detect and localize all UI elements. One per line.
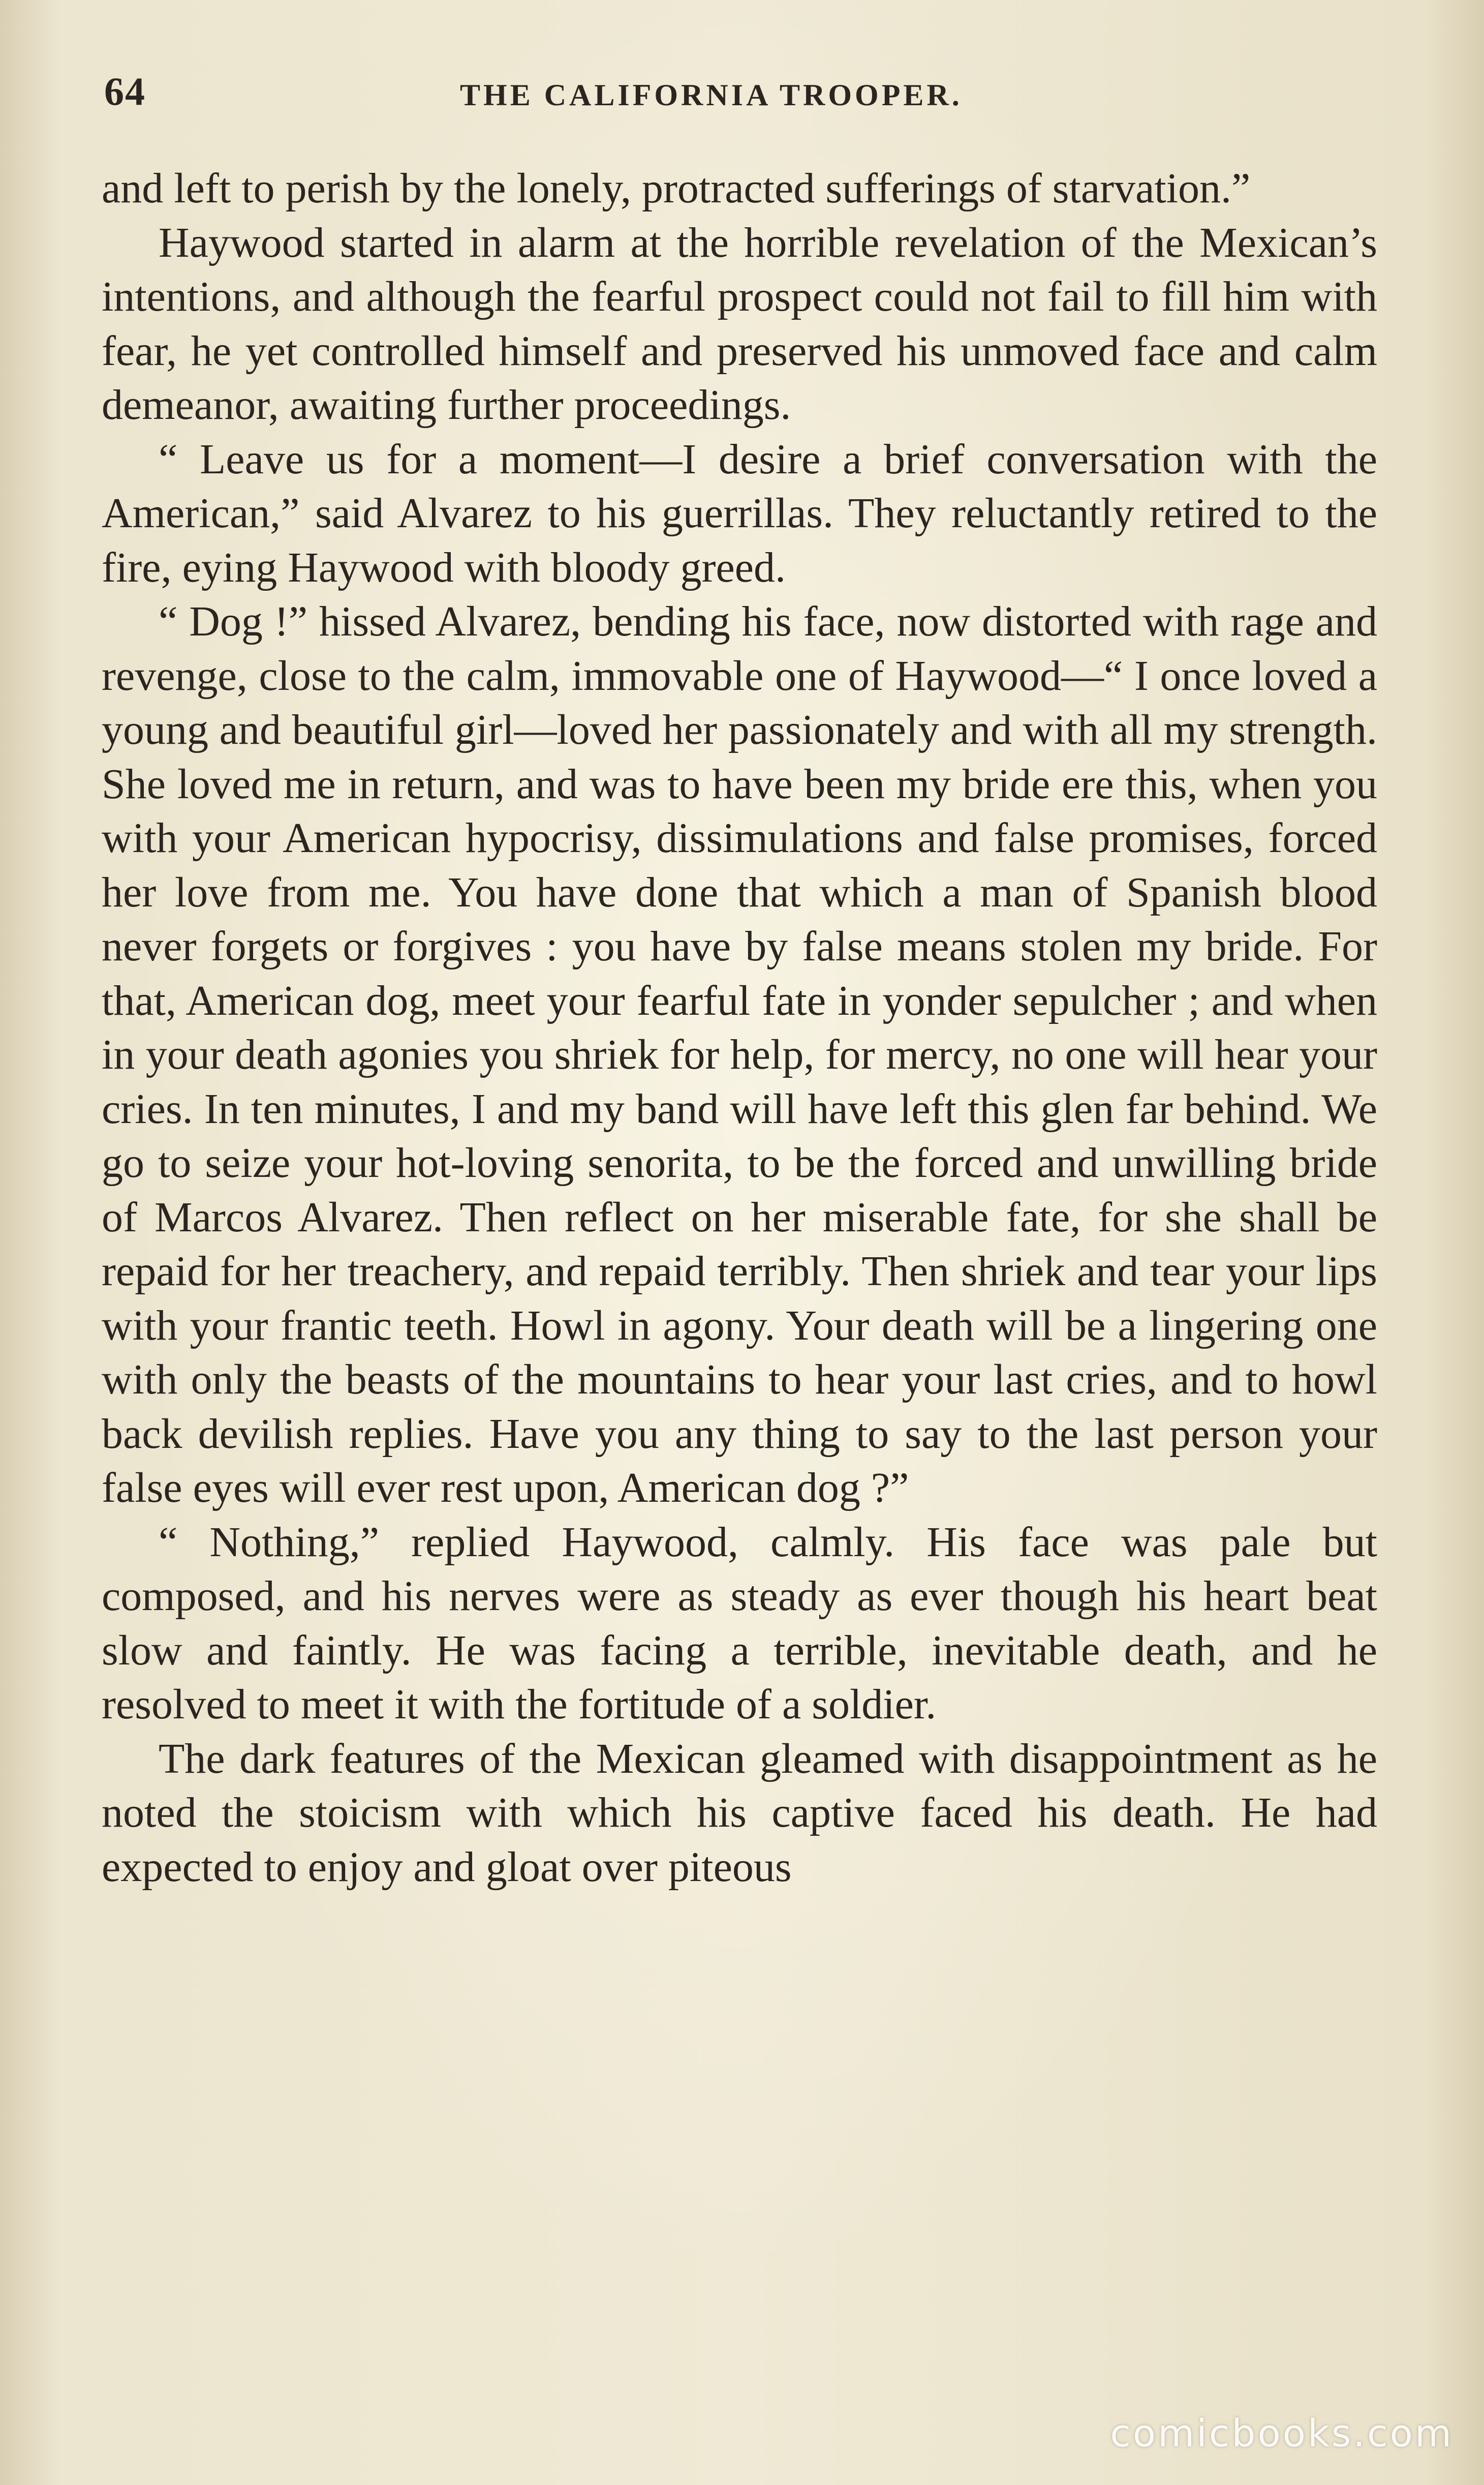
page-number: 64 [104, 69, 146, 113]
paragraph: “ Leave us for a moment—I desire a brief conversation with the American,” said Alvarez to his guerrillas. They reluctantly retired to the fire, eying Haywood with bloody greed. [102, 435, 1377, 591]
paragraph-continuation: and left to perish by the lonely, protracted sufferings of starvation.” [102, 165, 1251, 212]
paragraph: Haywood started in alarm at the horrible revelation of the Mexican’s intentions, and although the fearful prospect could not fail to fill him with fear, he yet controlled himself and preserved his unmoved face and calm demeanor, awaiting further proceedings. [102, 219, 1377, 429]
paragraph: “ Dog !” hissed Alvarez, bending his face, now distorted with rage and revenge, close to the calm, immovable one of Haywood—“ I once loved a young and beautiful girl—loved her passionately and with all my strength. She loved me in return, and was to have been my bride ere this, when you with your American hypocrisy, dissimulations and false promises, forced her love from me. You have done that which a man of Spanish blood never forgets or forgives : you have by false means stolen my bride. For that, American dog, meet your fearful fate in yonder sepulcher ; and when in your death agonies you shriek for help, for mercy, no one will hear your cries. In ten minutes, I and my band will have left this glen far behind. We go to seize your hot-loving senorita, to be the forced and unwilling bride of Marcos Alvarez. Then reflect on her miserable fate, for she shall be repaid for her treachery, and repaid terribly. Then shriek and tear your lips with your frantic teeth. Howl in agony. Your death will be a lingering one with only the beasts of the mountains to hear your last cries, and to howl back devilish replies. Have you any thing to say to the last person your false eyes will ever rest upon, American dog ?” [102, 598, 1377, 1511]
paragraph: The dark features of the Mexican gleamed with disappointment as he noted the stoicism with which his captive faced his death. He had expected to enjoy and gloat over piteous [102, 1735, 1377, 1891]
watermark: comicbooks.com [1110, 2412, 1454, 2456]
running-head: THE CALIFORNIA TROOPER. [460, 78, 963, 112]
page-header [104, 69, 1380, 125]
body-text [102, 162, 1377, 1894]
paragraph: “ Nothing,” replied Haywood, calmly. His face was pale but composed, and his nerves were as steady as ever though his heart beat slow and faintly. He was facing a terrible, inevitable death, and he resolved to meet it with the fortitude of a soldier. [102, 1518, 1377, 1728]
